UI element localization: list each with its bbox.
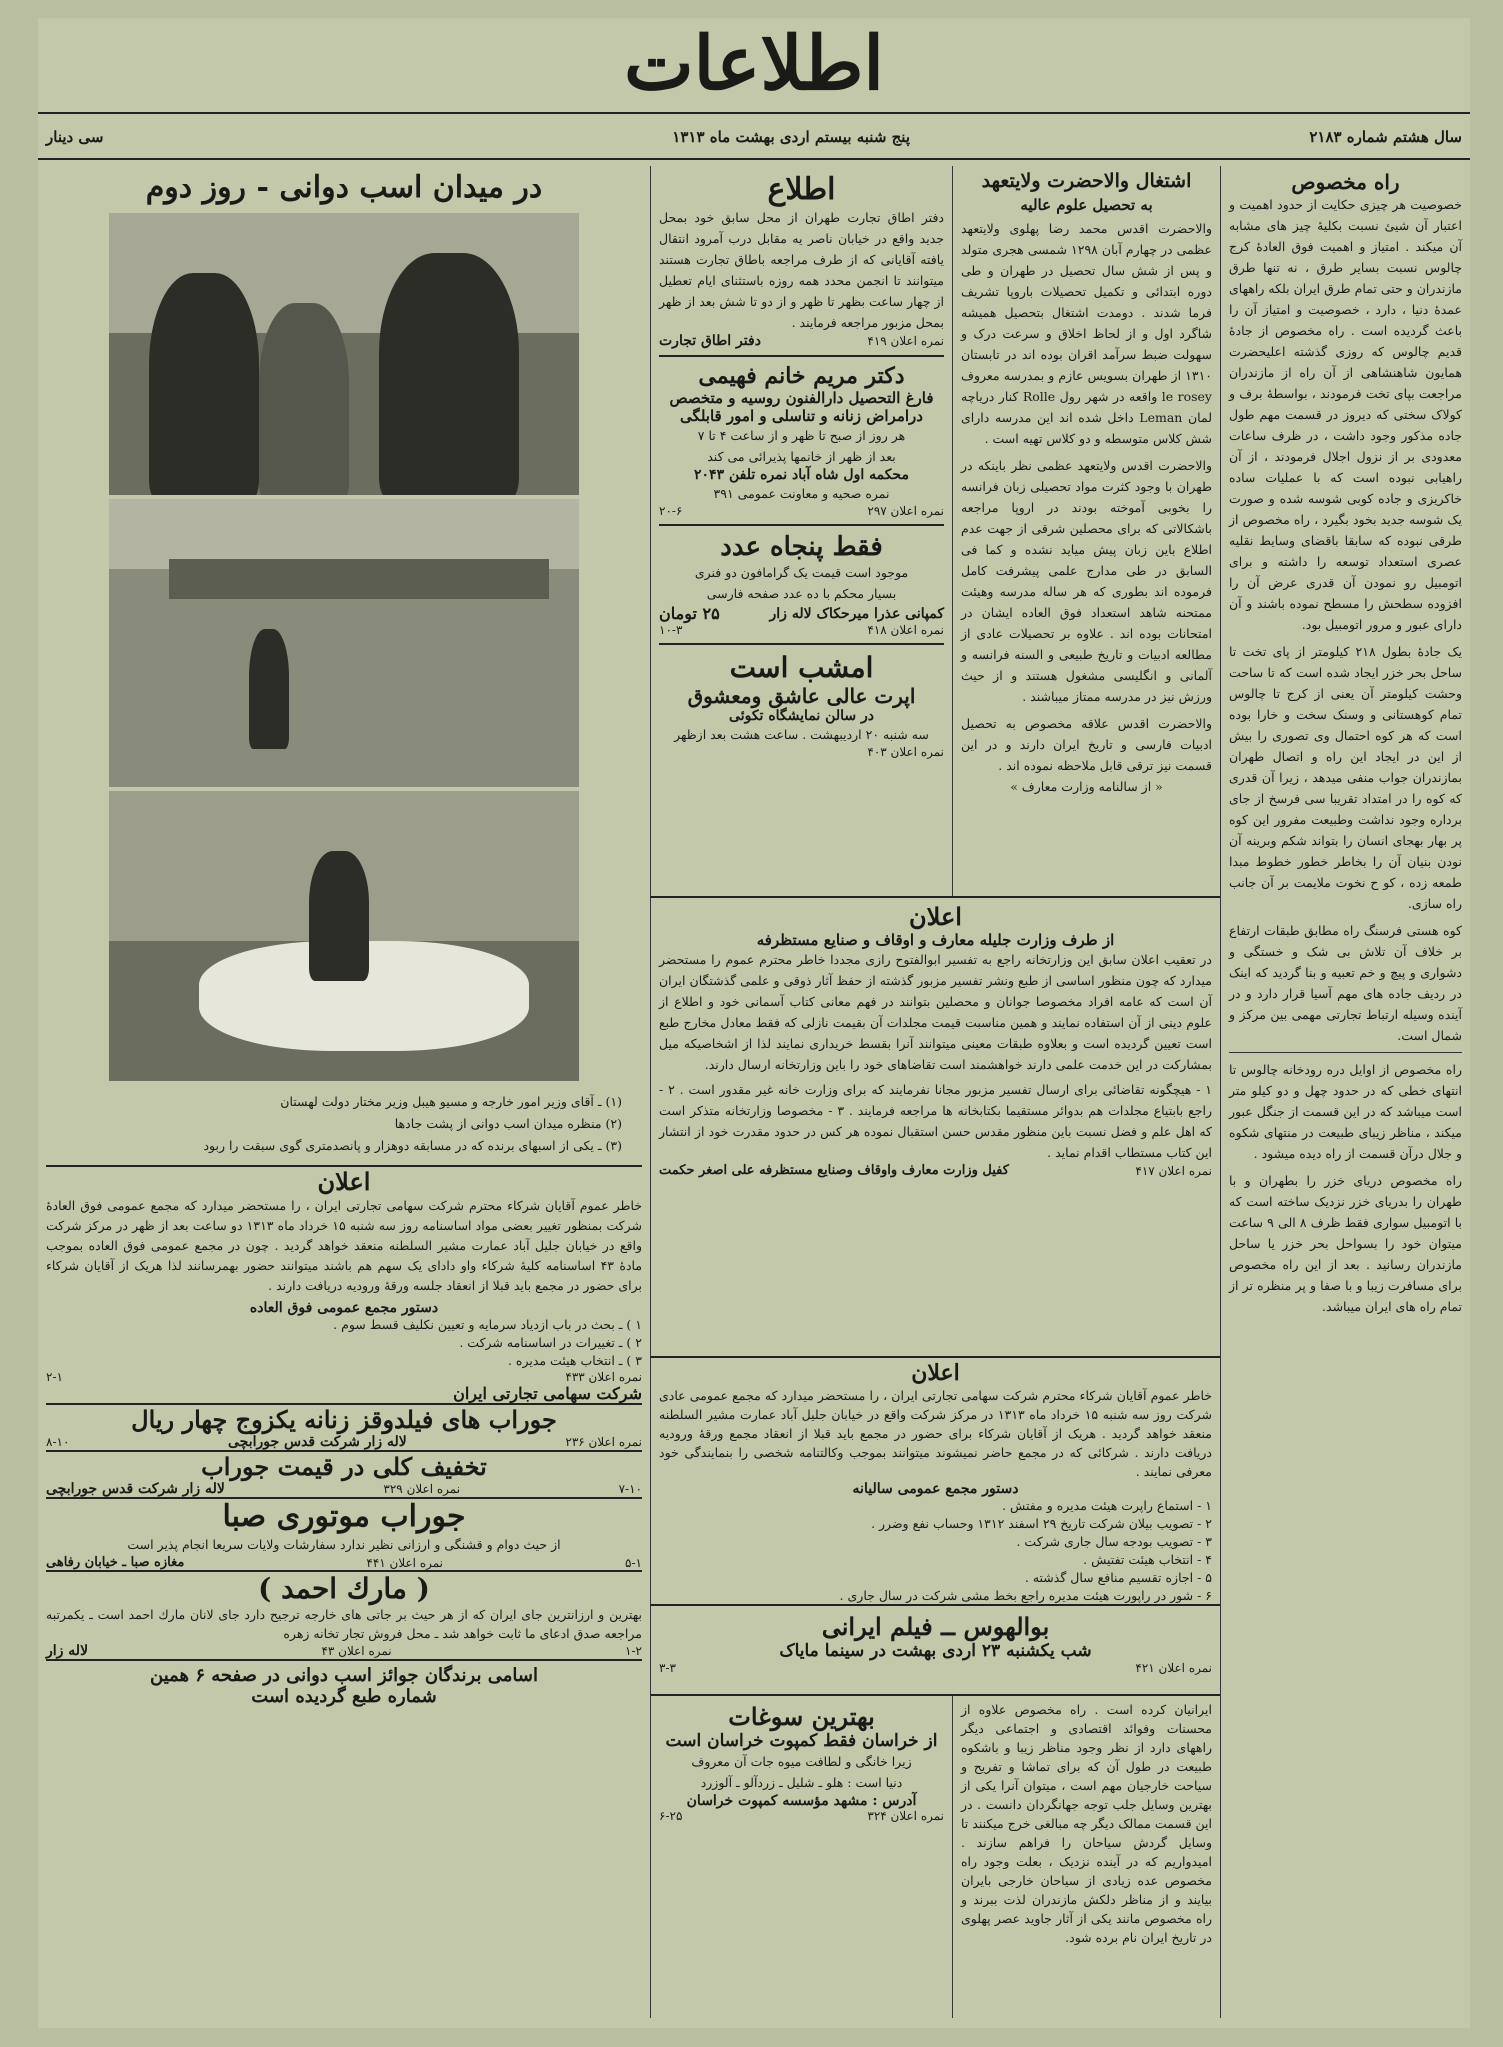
newspaper-title: اطلاعات <box>624 21 884 107</box>
bank1-sign: شرکت سهامی تجارتی ایران <box>453 1384 642 1403</box>
saba-ref: نمره اعلان ۴۴۱ <box>366 1555 443 1570</box>
road-continued <box>952 1694 1220 2018</box>
bank2-agenda-item: ۲ - تصویب بیلان شرکت تاریخ ۲۹ اسفند ۱۳۱۲ وحساب نفع وضرر . <box>871 1516 1212 1531</box>
souvenir-line-3: آدرس : مشهد مؤسسه کمپوت خراسان <box>686 1793 917 1809</box>
prince-heading: اشتغال والاحضرت ولایتعهد <box>981 170 1192 192</box>
souvenir-ref: نمره اعلان ۳۲۴ <box>867 1809 944 1823</box>
saba-line: از حیث دوام و قشنگی و ارزانی نظیر ندارد سفارشات ولایات سریعا انجام پذیر است <box>127 1537 561 1552</box>
commerce-body: دفتر اطاق تجارت طهران از محل سابق خود بمحل جدید واقع در خیابان ناصر یه مقابل درب آمرود انتقال یافته آقایانی که از طرف مراجعه باطاق تجارت هستند میتوانند تا انجمن محدد همه روزه باستثنای ایام تعطیل از چهار ساعت بظهر تا ظهر و از دو تا شش بعد از ظهر بمحل مزبور مراجعه فرمایند . <box>659 210 944 330</box>
top-rule <box>38 112 1470 114</box>
ministry-ref: نمره اعلان ۴۱۷ <box>1135 1163 1212 1178</box>
saba-code: ۵-۱ <box>625 1555 642 1570</box>
horse-caption-1: (۱) ـ آقای وزیر امور خارجه و مسیو هیبل وزیر مختار دولت لهستان <box>280 1094 622 1109</box>
bank1-agenda <box>46 1316 642 1370</box>
ahmad-code: ۱-۲ <box>625 1644 642 1658</box>
doctor-line-1: فارغ التحصیل دارالفنون روسیه و متخصص <box>669 389 934 407</box>
bank2-agenda-title: دستور مجمع عمومی سالیانه <box>852 1481 1019 1497</box>
prince-para-2: والاحضرت اقدس ولایتعهد عظمی نظر باینکه در طهران با وجود کثرت مواد تحصیلی زبان فرانسه را بخوبی آموخته بودند در اروپا مراجعه باشکالاتی که برای محصلین شرقی از جهت عدم اطلاع باین زبان پیش میاید نشده و کما فی السابق در طی مدارج علمی پیشرفت کامل فرموده اند بطوری که هر ساله مدرسه وهیئت ممتحنه شاهد استعداد فوق العاده ایشان در امتحانات بوده اند . علاوه بر تحصیلات عادی از مطالعه ادبیات و تاریخ طبیعی و السنه فرانسه و آلمانی و انگلیسی مشغول هستند و از حیث ورزش نیز در مدرسه ممتاز میباشند . <box>961 458 1212 704</box>
bottom-note <box>46 1659 642 1707</box>
fifty-ref: نمره اعلان ۴۱۸ <box>867 623 944 637</box>
socks-code: ۸-۱۰ <box>46 1435 70 1449</box>
doctor-title: دکتر مریم خانم فهیمی <box>698 363 905 389</box>
bank1-agenda-title: دستور مجمع عمومی فوق العاده <box>249 1300 439 1316</box>
bank2-agenda <box>659 1497 1212 1604</box>
discount-title: تخفیف کلی در قیمت جوراب <box>201 1452 487 1481</box>
doctor-ref: نمره اعلان ۲۹۷ <box>867 504 944 518</box>
socks-ref: نمره اعلان ۲۳۶ <box>565 1435 642 1449</box>
ministry-sign: کفیل وزارت معارف واوقاف وصنایع مستظرفه علی اصغر حکمت <box>659 1163 1009 1178</box>
ahmad-title: ( مارك احمد ) <box>258 1572 430 1605</box>
bank1-ref: نمره اعلان ۴۳۳ <box>565 1370 642 1384</box>
photo-rider <box>309 851 369 981</box>
road-continued-body: ایرانیان کرده است . راه مخصوص علاوه از محسنات وفوائد اقتصادی و اجتماعی دیگر راههای دارد از نظر وجود مناظر زیبا و باشکوه طبیعت در طول آن که برای تماشا و تفریح و سیاحت خارجیان مهم است ، میتوان آنرا یکی از بهترین وسایل جلب توجه جهانگردان دانست . در این قسمت ممالک دیگر چه مبالغی خرج میکنند تا وسایل گردش سیاحان را فراهم سازند . امیدواریم که در آینده نزدیک ، بعلت وجود راه مخصوص عده زیادی از سیاحان خارجی بایران بیایند و از مناظر دلکش مازندران لذت ببرند و راه مخصوص مانند یکی از آثار جاوید عصر پهلوی در تاریخ ایران نام برده شود. <box>961 1702 1212 1945</box>
doctor-line-4: بعد از ظهر از خانمها پذیرائی می کند <box>707 449 896 464</box>
discount-sub: لاله زار شرکت قدس جورابچی <box>46 1481 225 1497</box>
fifty-line-2: بسیار محکم با ده عدد صفحه فارسی <box>706 586 897 601</box>
road-para-1: خصوصیت هر چیزی حکایت از حدود اهمیت و اعتبار آن شیئ نسبت بکلیهٔ چیز های مشابه آن میکند . امتیاز و اهمیت فوق العادهٔ کرج چالوس نسبت بسایر طرق ، نه تنها طرق مازندران و حتی تمام طرق ایران بلکه راههای عمدهٔ دنیا ، دارد ، خصوصیت و امتیاز آن را باعث گردیده است . راه مخصوص از جادهٔ قدیم چالوس که روزی گذشته اعلیحضرت همایون شاهنشاهی از آن راه از مازندران مراجعت بپای تخت فرمودند ، بواسطهٔ برف و کولاک سختی که دیروز در قسمت مهم طول جاده مذکور وجود داشت ، در ظرف ساعات معدودی بر از نزول اجلال فرمودند ، از آن راهیابی نبوده است که با عملیات ساده خاکریزی و جاده کوبی شوسه شده و صورت یک شوسه جدید بخود بگیرد ، راه مخصوص از طرقی نبوده که سابقا باقضای وسایط نقلیه عصری استعداد توسعه را داشته و برای اتومبیل رو نمودن آن قدری عرض آن را افزوده سطحش را مسطح نموده باشند و آن دارای عبور و مرور اتومبیل بود. <box>1228 197 1462 632</box>
photo-tents <box>169 559 549 599</box>
ministry-body: در تعقیب اعلان سابق این وزارتخانه راجع به تفسیر ابوالفتوح رازی مجددا خاطر محترم عموم را مستحضر میدارد که چون منظور اساسی از طبع ونشر تفسیر مزبور گذشته از حفظ آثار ذوقی و علمی گذشتگان ایران آن است که عامه افراد مخصوصا جوانان و محصلین بتوانند در فهم معانی کتاب آسمانی خود و اطلاع از علوم دینی از آن استفاده نمایند و همین مناسبت قیمت مجلدات آن بقیمت نازلی که فقط معادل مخارج طبع است تعیین گردیده است و بعلاوه طبقات معینی میتوانند آنرا بقسط خریداری نمایند لذا از اشخاصیکه میل بمشارکت در این خدمت علمی دارند خواهشمند است تقاضاهای خود را باین وزارتخانه ارسال دارند. <box>659 952 1212 1072</box>
socks-sub: لاله زار شرکت قدس جورابچی <box>227 1434 407 1450</box>
column-crown-prince <box>952 166 1220 896</box>
bank1-code: ۲-۱ <box>46 1370 63 1384</box>
prince-source: « از سالنامه وزارت معارف » <box>1010 779 1163 794</box>
bank2-agenda-item: ۱ - استماع راپرت هیئت مدیره و مفتش . <box>1002 1498 1212 1513</box>
opera-line-2: سه شنبه ۲۰ اردیبهشت . ساعت هشت بعد ازظهر <box>674 727 929 742</box>
prince-subheading: به تحصیل علوم عالیه <box>1020 196 1153 214</box>
film-code: ۳-۳ <box>659 1661 676 1675</box>
ahmad-body: بهترین و ارزانترین جای ایران که از هر حیث بر جاتی های خارجه ترجیح دارد جای لانان مارك احمد است ـ یکمرتبه مراجعه صدق ادعای ما ثابت خواهد شد ـ محل فروش تجار تخانه زهره <box>46 1607 642 1641</box>
newspaper-page <box>38 18 1470 2028</box>
souvenir-line-2: دنیا است : هلو ـ شلیل ـ زردآلو ـ آلوزرد <box>700 1775 903 1790</box>
fifty-line-1: موجود است قیمت یک گرامافون دو فنری <box>694 565 909 580</box>
socks-notice <box>46 1403 642 1450</box>
photo-racetrack <box>109 499 579 787</box>
saba-notice <box>46 1497 642 1570</box>
bank1-agenda-item: ۳ ) ـ انتخاب هیئت مدیره . <box>507 1353 642 1368</box>
film-line: شب یکشنبه ۲۳ اردی بهشت در سینما مایاک <box>779 1641 1092 1661</box>
road-para-4: راه مخصوص از اوایل دره رودخانه چالوس تا انتهای خطی که در حدود چهل و دو کیلو متر است میباشد که در این قسمت از جنگل عبور میکند ، مناظر زیبای طبیعت در منتهای شکوه و جلال درآن قسمت از راه دیده میشود . <box>1229 1062 1462 1161</box>
horse-caption-2: (۲) منظره میدان اسب دوانی از پشت جادها <box>394 1116 622 1131</box>
ministry-items: ۱ - هیچگونه تقاضائی برای ارسال تفسیر مزبور مجانا نفرمایند که برای وزارت خانه غیر مقدور است . ۲ - راجع بابتیاع مجلدات هم بدوائر مستقیما بکتابخانه ها مراجعه فرمایند . ۳ - مخصوصا وزارتخانه متذکر است که اهل علم و فضل نسبت باین منظور مقدس حسن استقبال نموده هر کس در حدود مقدرت خود از انتشار این کتاب مستطاب اقدام نماید . <box>659 1082 1212 1160</box>
saba-title: جوراب موتوری صبا <box>222 1499 466 1534</box>
bank2-body: خاطر عموم آقایان شرکاء محترم شرکت سهامی تجارتی ایران ، را مستحضر میدارد که مجمع عمومی عادی شرکت روز سه شنبه ۱۵ خرداد ماه ۱۳۱۳ در مرکز شرکت واقع در خیابان جلیل آباد عمارت مشیر السلطنه منعقد خواهد گردید . هریک از آقایان شرکاء برای حضور در مجمع باید قبلا از انعقاد مجمع ورقهٔ ورودیه دریافت دارند . شرکائی که در مجمع حاضر نمیشوند میتوانند بموجب وکالتنامه شخصی را بنمایندگی خود معرفی نمایند . <box>659 1388 1213 1479</box>
opera-notice <box>659 645 944 759</box>
ahmad-ref: نمره اعلان ۴۳ <box>321 1644 392 1658</box>
discount-notice <box>46 1450 642 1497</box>
photo-figure-left <box>149 273 259 495</box>
ministry-subtitle: از طرف وزارت جلیله معارف و اوقاف و صنایع مستظرفه <box>756 931 1115 949</box>
commerce-sign: دفتر اطاق تجارت <box>659 333 761 349</box>
ministry-notice <box>650 896 1220 1356</box>
socks-title: جوراب های فیلدوقز زنانه یکزوج چهار ریال <box>131 1405 557 1434</box>
bank2-title: اعلان <box>911 1360 960 1386</box>
horse-caption-3: (۳) ـ یکی از اسبهای برنده که در مسابقه دوهزار و پانصدمتری گوی سبقت را ربود <box>203 1138 622 1153</box>
opera-title: امشب است <box>729 651 874 684</box>
ministry-title: اعلان <box>909 902 962 931</box>
issue-date: پنج شنبه بیستم اردی بهشت ماه ۱۳۱۳ <box>672 128 910 146</box>
bottom-note-line-2: شماره طبع گردیده است <box>251 1686 437 1707</box>
bank1-agenda-item: ۲ ) ـ تغییرات در اساسنامه شرکت . <box>459 1335 642 1350</box>
photo-child <box>249 629 289 749</box>
film-title: بوالهوس ــ فیلم ایرانی <box>821 1612 1050 1641</box>
road-para-5: راه مخصوص دریای خزر را بطهران و با طهران را بدریای خزر نزدیک ساخته است که با اتومبیل سواری فقط ظرف ۸ الی ۹ ساعت میتوان خود را بسواحل بحر خزر یا ساحل مازندران رسانید . بعد از این راه مخصوص برای مسافرت زیبا و با صفا و پر منظره تر از تمام راه های ایران میباشد. <box>1229 1173 1462 1314</box>
ahmad-place: لاله زار <box>46 1643 89 1659</box>
souvenir-notice <box>650 1694 952 2018</box>
ahmad-notice <box>46 1570 642 1659</box>
road-para-2: یک جادهٔ بطول ۲۱۸ کیلومتر از پای تخت تا ساحل بحر خزر ایجاد شده است که تا ساحت وحشت کیلومتر آن یعنی از کرج تا چالوس تمام کوهستانی و وسنک سخت و خارا بوده است که هر کوه احتمال وی تصوری را بیش از این در ایجاد این راه و اتصال طهران بمازندران جواب منفی میدهد ، زیرا آن قدری که کوه را در امتداد تقریبا سی فرسخ از جای برداره وجود نداشت وطبیعت مفرور این کوه پر بهار بهجای انسان را بتواند شکم وبرینه آن نودن بنیان آن را بخاطر خطور خطوط مبدا طمعه زده ، کو ح نخوت ملایمت بر آن جانب راه سازی. <box>1229 644 1462 911</box>
fifty-line-3: کمپانی عذرا میرحکاک لاله زار <box>769 605 944 622</box>
fifty-notice <box>659 526 944 645</box>
opera-line-1: در سالن نمایشگاه تکوئی <box>729 708 874 724</box>
doctor-code: ۲۰-۶ <box>659 504 683 518</box>
bank2-agenda-item: ۴ - انتخاب هیئت تفتیش . <box>1083 1552 1212 1567</box>
prince-para-3: والاحضرت اقدس علاقه مخصوص به تحصیل ادبیات فارسی و تاریخ ایران دارند و در این قسمت نیز ترقی قابل ملاحظه نموده اند . <box>961 716 1212 773</box>
souvenir-code: ۶-۲۵ <box>659 1809 683 1823</box>
film-ref: نمره اعلان ۴۲۱ <box>1135 1661 1212 1675</box>
souvenir-title: بهترین سوغات <box>728 1702 875 1731</box>
road-divider <box>1229 1052 1462 1053</box>
fifty-code: ۱۰-۳ <box>659 623 683 637</box>
masthead <box>38 18 1470 110</box>
issue-number: سال هشتم شماره ۲۱۸۳ <box>1309 128 1462 146</box>
photo-figure-right <box>379 253 519 495</box>
opera-subtitle: اپرت عالی عاشق ومعشوق <box>687 684 916 708</box>
commerce-title: اطلاع <box>767 172 836 207</box>
prince-para-1: والاحضرت اقدس محمد رضا پهلوی ولایتعهد عظمی در چهارم آبان ۱۲۹۸ شمسی هجری متولد و پس از شش سال تحصیل در طهران و طی دوره ابتدائی و تکمیل تحصیلات باروپا تشریف فرما شدند . دومدت اشتغال بتحصیل همیشه شاگرد اول و از لحاظ اخلاق و سرعت درک و سهولت ضبط سرآمد اقران بوده اند در تابستان ۱۳۱۰ از طهران بسویس عازم و بمدرسه معروف le rosey واقعه در شهر رول Rolle کنار دریاچه لمان Leman داخل شده اند این مدرسه دارای شش کلاس متوسطه و دو کلاس تهیه است . <box>961 221 1212 446</box>
road-heading: راه مخصوص <box>1291 170 1400 194</box>
road-para-3: کوه هستی فرسنگ راه مطابق طبقات ارتفاع بر خلاف آن تلاش بی شک و خستگی و دشواری و پیچ و خم تعبیه و بنا گردید که اینک در ردیف جاده های مهم آسیا قرار دارد و در آینده وسیله ارتباط تجارتی مهمی بین مرکز و شمال است. <box>1229 923 1462 1043</box>
photo-officials <box>109 213 579 495</box>
bank-notice-2 <box>650 1356 1220 1604</box>
dateline-rule <box>38 158 1470 160</box>
bank2-agenda-item: ۵ - اجازه تقسیم منافع سال گذشته . <box>1024 1570 1212 1585</box>
fifty-title: فقط پنجاه عدد <box>720 532 883 562</box>
discount-code: ۷-۱۰ <box>618 1482 642 1496</box>
photo-figure-middle <box>259 303 349 495</box>
opera-ref: نمره اعلان ۴۰۳ <box>867 745 944 759</box>
bank1-title: اعلان <box>317 1167 371 1196</box>
souvenir-line-1: زیرا خانگی و لطافت میوه جات آن معروف <box>691 1754 912 1769</box>
bank1-agenda-item: ۱ ) ـ بحث در باب ازدیاد سرمایه و تعیین نکلیف قسط سوم . <box>333 1317 642 1332</box>
issue-price: سی دینار <box>46 128 104 146</box>
horse-captions <box>66 1091 622 1157</box>
commerce-ref: نمره اعلان ۴۱۹ <box>867 334 944 348</box>
dateline <box>38 118 1470 158</box>
bank1-body: خاطر عموم آقایان شرکاء محترم شرکت سهامی تجارتی ایران ، را مستحضر میدارد که مجمع عمومی فوق العادهٔ شرکت بمنظور تغییر بعضی مواد اساسنامه روز سه شنبه ۱۵ خرداد ماه ۱۳۱۳ دو ساعت بعد از ظهر در مرکز شرکت واقع در خیابان جلیل آباد عمارت مشیر السلطنه منعقد خواهد گردید . چون در مجمع عمومی فوق العاده بموجب مادهٔ ۴۳ اساسنامه کلیهٔ شرکاء واو دادای یک سهم هم باشند میتوانند حضور بهمرسانند لذا هریک از آقایان شرکاء برای حضور در مجمع باید قبلا از انعقاد جلسه ورقهٔ ورودیه دریافت دارند . <box>46 1198 643 1293</box>
saba-shop: مغازه صبا ـ خیابان رفاهی <box>46 1555 185 1570</box>
film-notice <box>650 1604 1220 1694</box>
column-road <box>1220 166 1470 2018</box>
column-ads-top <box>650 166 952 896</box>
horse-title: در میدان اسب دوانی - روز دوم <box>145 170 543 205</box>
doctor-line-2: درامراض زنانه و تناسلی و امور قابلگی <box>680 407 923 425</box>
doctor-line-3: هر روز از صبح تا ظهر و از ساعت ۴ تا ۷ <box>697 428 906 443</box>
bank-notice-1 <box>46 1165 642 1403</box>
commerce-notice <box>659 166 944 357</box>
doctor-line-5: محکمه اول شاه آباد نمره تلفن ۲۰۴۳ <box>694 467 909 483</box>
column-left <box>38 166 650 2018</box>
bank2-agenda-item: ۳ - تصویب بودجه سال جاری شرکت . <box>1016 1534 1212 1549</box>
souvenir-subtitle: از خراسان فقط کمپوت خراسان است <box>665 1731 938 1751</box>
photo-winning-horse <box>109 791 579 1081</box>
discount-ref: نمره اعلان ۳۲۹ <box>383 1482 461 1496</box>
doctor-line-6: نمره صحیه و معاونت عمومی ۳۹۱ <box>713 486 890 501</box>
doctor-notice <box>659 357 944 526</box>
bank2-agenda-item: ۶ - شور در راپورت هیئت مدیره راجع بخط مشی شرکت در سال جاری . <box>839 1588 1212 1603</box>
fifty-price: ۲۵ تومان <box>659 604 720 623</box>
bottom-note-line-1: اسامی برندگان جوائز اسب دوانی در صفحه ۶ همین <box>150 1665 538 1686</box>
